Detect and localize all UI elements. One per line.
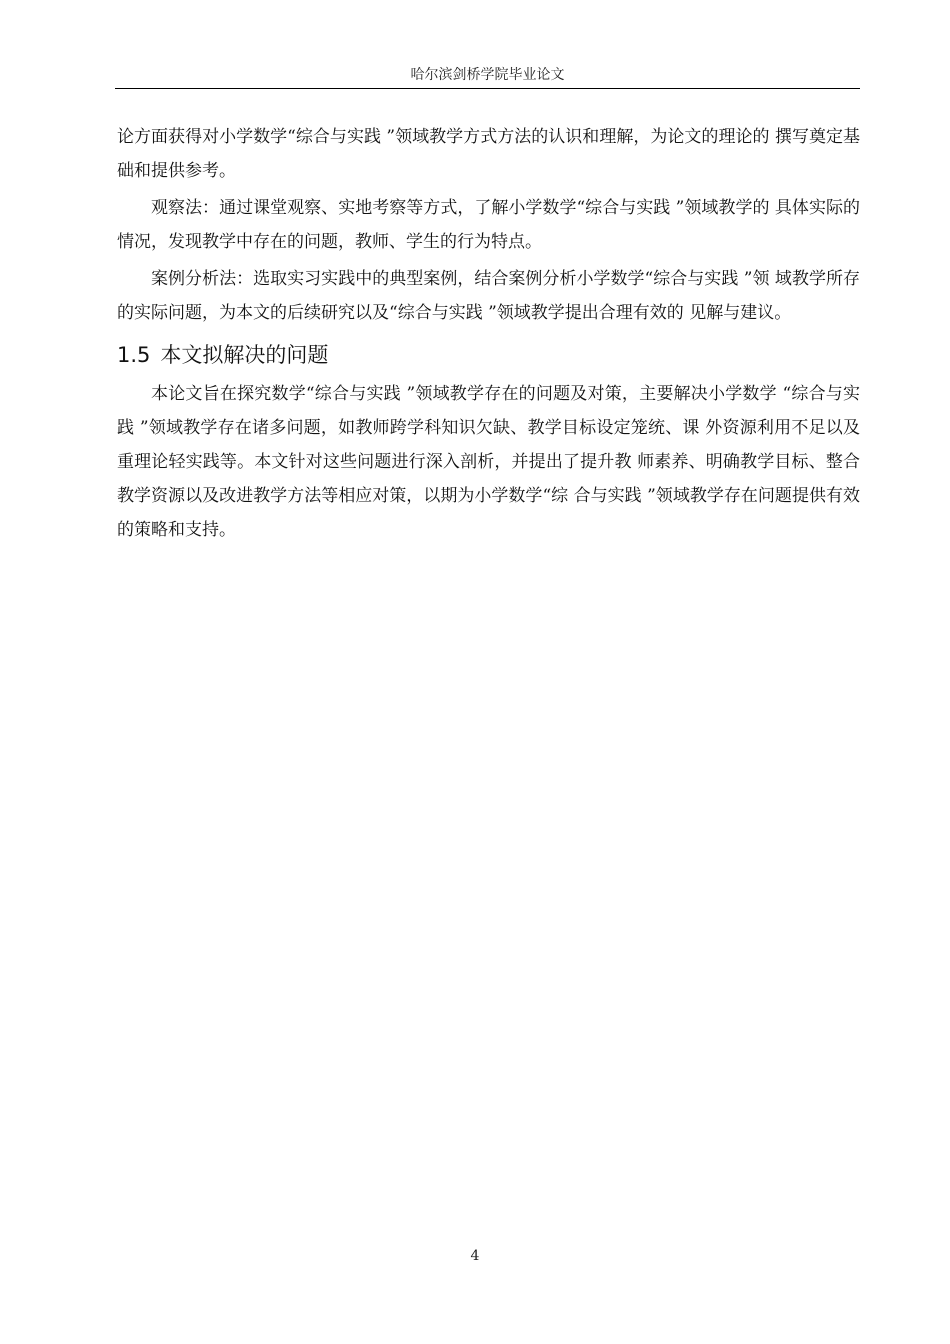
section-title: 本文拟解决的问题 xyxy=(160,343,329,367)
paragraph-section-body: 本论文旨在探究数学“综合与实践 ”领域教学存在的问题及对策，主要解决小学数学 “综合与实践 ”领域教学存在诸多问题，如教师跨学科知识欠缺、教学目标设定笼统、课 外资源利用不足以及重理论轻实践等。本文针对这些问题进行深入剖析，并提出了提升教 师素养、明确教学目标、整合教学资源以及改进教学方法等相应对策，以期为小学数学“综 合与实践 ”领域教学存在问题提供有效的策略和支持。 xyxy=(117,384,861,540)
paragraph-literature-continuation: 论方面获得对小学数学“综合与实践 ”领域教学方式方法的认识和理解，为论文的理论的 撰写奠定基础和提供参考。 xyxy=(117,127,861,181)
page-number: 4 xyxy=(470,1248,480,1264)
section-heading xyxy=(117,333,860,377)
header-rule xyxy=(115,88,860,89)
paragraph-case-analysis-method: 案例分析法：选取实习实践中的典型案例，结合案例分析小学数学“综合与实践 ”领 域教学所存的实际问题，为本文的后续研究以及“综合与实践 ”领域教学提出合理有效的 见解与建议。 xyxy=(117,269,860,323)
section-number: 1.5 xyxy=(117,343,151,367)
page-header-title: 哈尔滨剑桥学院毕业论文 xyxy=(410,67,565,83)
page-content xyxy=(117,120,860,550)
paragraph-observation-method: 观察法：通过课堂观察、实地考察等方式，了解小学数学“综合与实践 ”领域教学的 具体实际的情况，发现教学中存在的问题，教师、学生的行为特点。 xyxy=(117,198,860,252)
